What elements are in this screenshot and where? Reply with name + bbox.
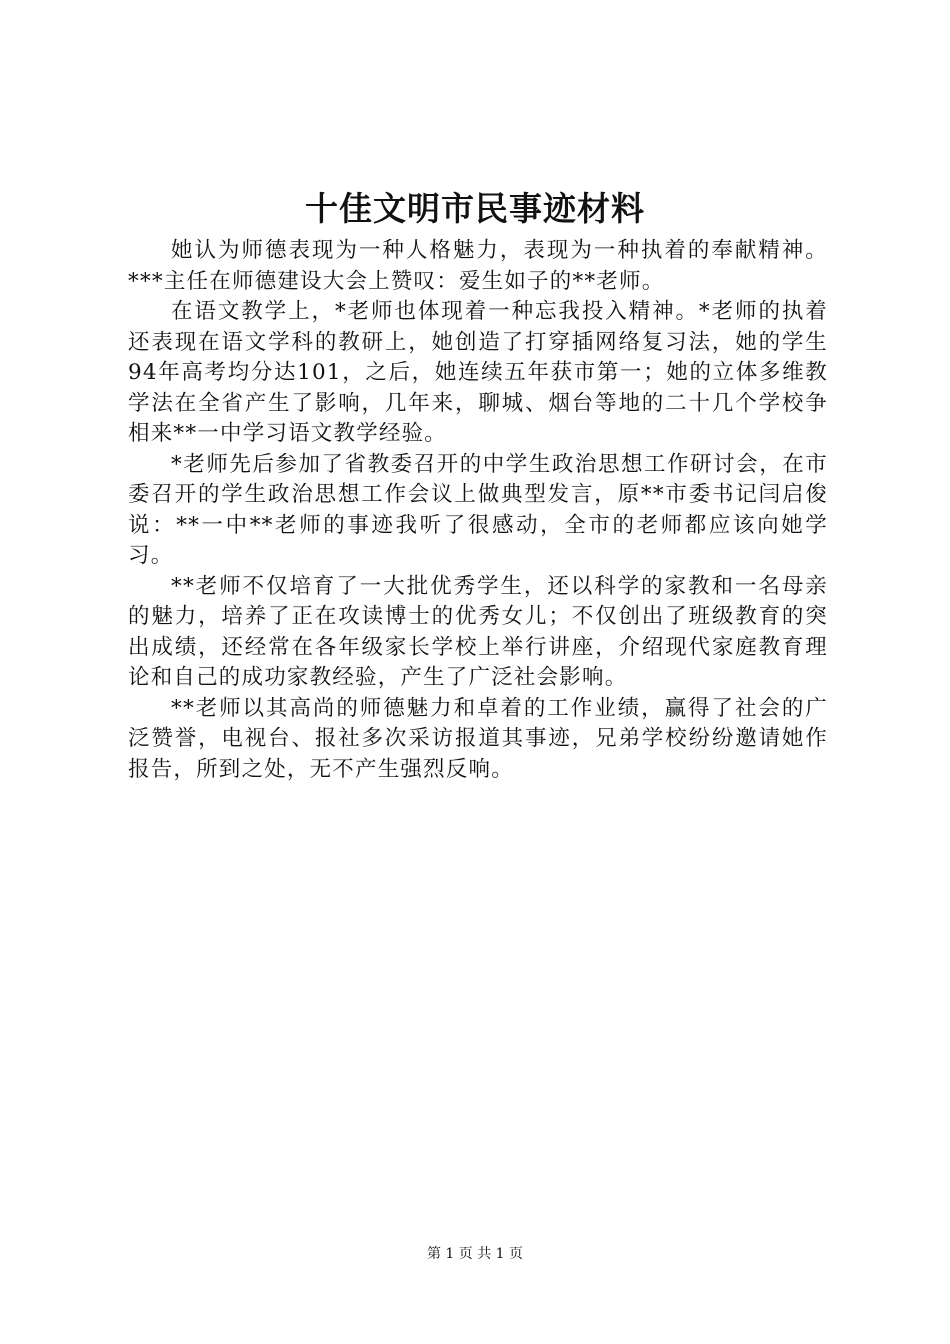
paragraph-1: 她认为师德表现为一种人格魅力，表现为一种执着的奉献精神。***主任在师德建设大会上赞叹：爱生如子的**老师。 [128, 238, 828, 294]
paragraph-4: **老师不仅培育了一大批优秀学生，还以科学的家教和一名母亲的魅力，培养了正在攻读博士的优秀女儿；不仅创出了班级教育的突出成绩，还经常在各年级家长学校上举行讲座，介绍现代家庭教育理论和自己的成功家教经验，产生了广泛社会影响。 [128, 573, 828, 690]
paragraph-2: 在语文教学上，*老师也体现着一种忘我投入精神。*老师的执着还表现在语文学科的教研上，她创造了打穿插网络复习法，她的学生94年高考均分达101，之后，她连续五年获市第一；她的立体多维教学法在全省产生了影响，几年来，聊城、烟台等地的二十几个学校争相来**一中学习语文教学经验。 [128, 299, 828, 446]
document-title: 十佳文明市民事迹材料 [305, 189, 645, 228]
paragraph-3: *老师先后参加了省教委召开的中学生政治思想工作研讨会，在市委召开的学生政治思想工作会议上做典型发言，原**市委书记闫启俊说：**一中**老师的事迹我听了很感动，全市的老师都应该向她学习。 [128, 451, 828, 568]
document-body [128, 236, 828, 785]
page-footer: 第 1 页 共 1 页 [426, 1246, 524, 1262]
paragraph-5: **老师以其高尚的师德魅力和卓着的工作业绩，赢得了社会的广泛赞誉，电视台、报社多次采访报道其事迹，兄弟学校纷纷邀请她作报告，所到之处，无不产生强烈反响。 [128, 695, 828, 782]
